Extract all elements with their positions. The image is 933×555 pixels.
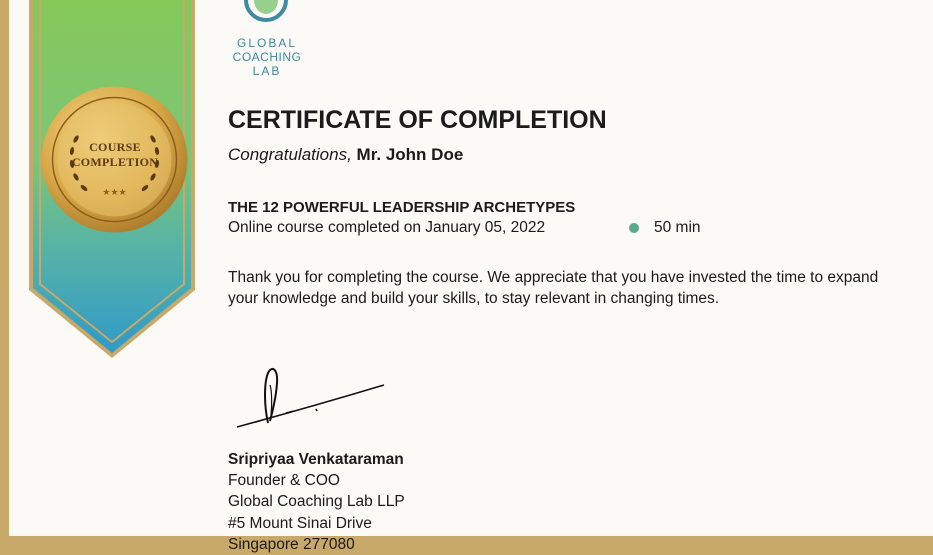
logo-line-3: LAB	[252, 64, 282, 78]
signer-city: Singapore 277080	[228, 535, 355, 553]
logo-line-1: GLOBAL	[236, 36, 298, 50]
signature-image	[234, 365, 389, 435]
congratulations-line	[228, 145, 463, 165]
global-coaching-lab-logo	[214, 0, 324, 80]
certificate-title: CERTIFICATE OF COMPLETION	[228, 106, 607, 134]
logo-line-2: COACHING	[232, 50, 302, 64]
certificate-paper	[9, 0, 933, 553]
course-duration: 50 min	[654, 219, 701, 236]
recipient-name: Mr. John Doe	[356, 145, 464, 164]
duration-dot-icon	[629, 223, 639, 233]
signer-company: Global Coaching Lab LLP	[228, 493, 405, 511]
globe-icon	[240, 0, 292, 26]
congrats-prefix: Congratulations,	[228, 145, 352, 164]
seal-text: COURSE COMPLETION	[71, 140, 159, 169]
thank-you-message: Thank you for completing the course. We appreciate that you have invested the time to expand your knowledge and build your skills, to stay relevant in changing times.	[228, 269, 879, 307]
completion-text: Online course completed on January 05, 2022	[228, 219, 546, 236]
signer-name: Sripriyaa Venkataraman	[228, 451, 404, 468]
course-title: THE 12 POWERFUL LEADERSHIP ARCHETYPES	[228, 199, 576, 216]
signer-block	[228, 449, 405, 555]
signer-address: #5 Mount Sinai Drive	[228, 514, 372, 532]
signer-role: Founder & COO	[228, 472, 340, 490]
svg-text:★★★: ★★★	[102, 188, 127, 198]
